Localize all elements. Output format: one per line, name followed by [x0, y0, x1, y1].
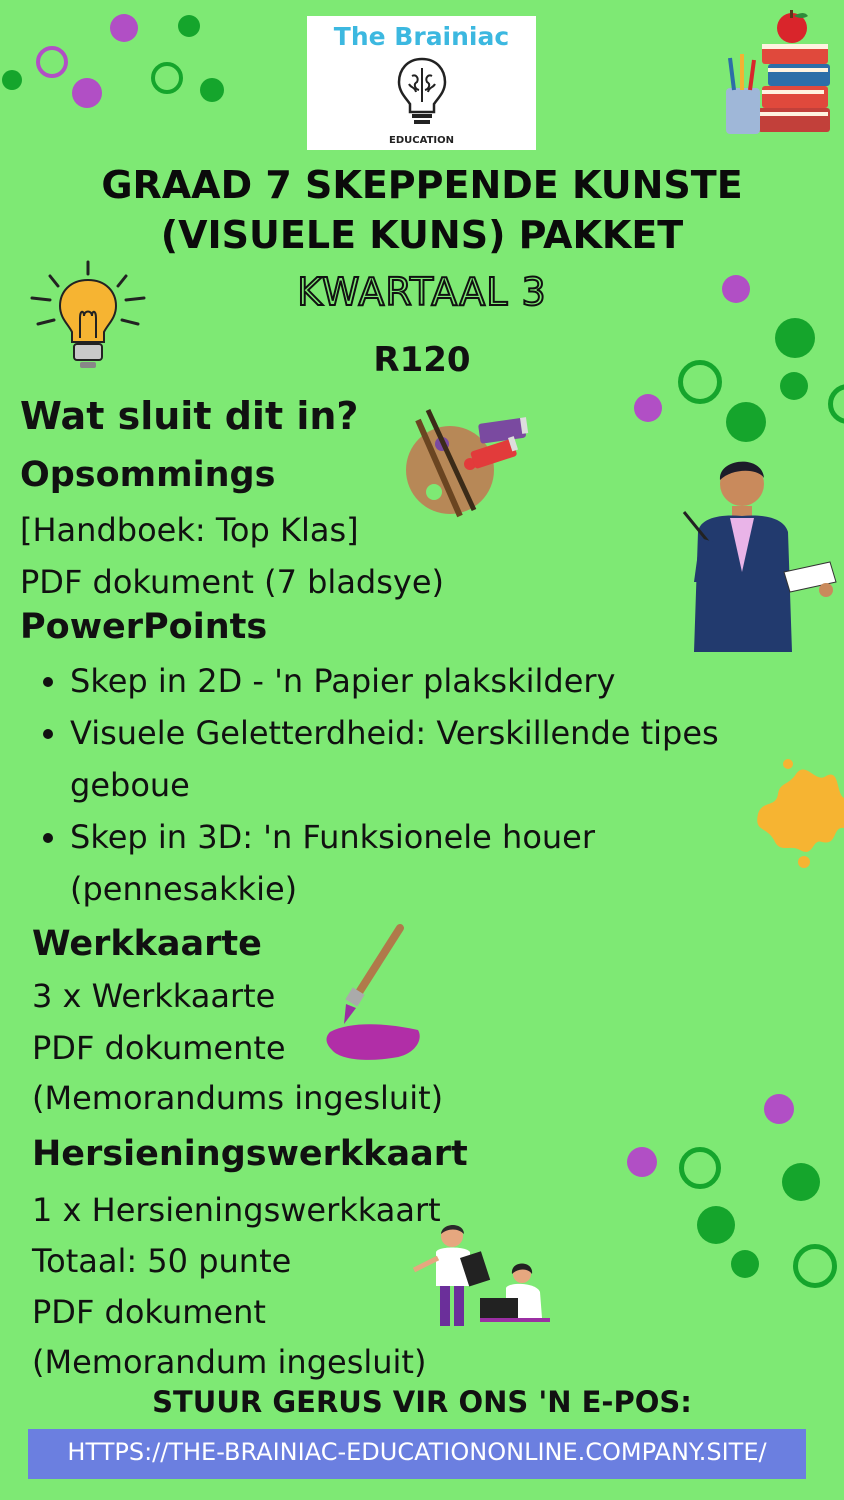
price-label: R120: [373, 340, 471, 380]
decor-dot: [178, 15, 200, 37]
logo-subtitle: EDUCATION: [389, 135, 454, 146]
teacher-illustration: [680, 452, 844, 656]
paint-splat-decoration: [756, 754, 844, 870]
people-illustration: [408, 1222, 554, 1332]
website-link[interactable]: [28, 1429, 806, 1479]
powerpoints-list: [20, 655, 840, 915]
decor-dot: [200, 78, 224, 102]
decor-dot: [697, 1206, 735, 1244]
paintbrush-icon: [322, 920, 432, 1070]
term-label: KWARTAAL 3: [297, 270, 547, 314]
opsommings-line: PDF dokument (7 bladsye): [20, 563, 445, 601]
page-title-line2: (VISUELE KUNS) PAKKET: [160, 213, 684, 257]
decor-dot: [726, 402, 766, 442]
logo-title: The Brainiac: [333, 22, 510, 51]
decor-dot: [110, 14, 138, 42]
includes-heading: Wat sluit dit in?: [20, 394, 359, 438]
list-item: • Skep in 2D - 'n Papier plakskildery: [70, 655, 840, 707]
hersiening-heading: Hersieningswerkkaart: [32, 1134, 468, 1174]
opsommings-line: [Handboek: Top Klas]: [20, 511, 359, 549]
list-item: • Visuele Geletterdheid: Verskillende tipes geboue: [70, 707, 840, 811]
lightbulb-brain-icon: [395, 56, 449, 128]
hersiening-line: (Memorandum ingesluit): [32, 1343, 427, 1381]
brand-logo: [307, 16, 536, 150]
books-illustration: [722, 8, 834, 138]
page-title-line1: GRAAD 7 SKEPPENDE KUNSTE: [101, 163, 743, 207]
email-label: STUUR GERUS VIR ONS 'N E-POS:: [152, 1385, 692, 1419]
decor-dot: [627, 1147, 657, 1177]
decor-ring: [679, 1147, 721, 1189]
opsommings-heading: Opsommings: [20, 455, 276, 495]
decor-dot: [2, 70, 22, 90]
decor-dot: [782, 1163, 820, 1201]
decor-dot: [72, 78, 102, 108]
hersiening-line: Totaal: 50 punte: [32, 1242, 292, 1280]
werkkaarte-line: PDF dokumente: [32, 1029, 286, 1067]
website-url[interactable]: HTTPS://THE-BRAINIAC-EDUCATIONONLINE.COMPANY.SITE/: [67, 1438, 767, 1466]
decor-dot: [764, 1094, 794, 1124]
decor-ring: [36, 46, 68, 78]
list-item: • Skep in 3D: 'n Funksionele houer (pennesakkie): [70, 811, 670, 915]
werkkaarte-line: 3 x Werkkaarte: [32, 977, 276, 1015]
hersiening-line: 1 x Hersieningswerkkaart: [32, 1191, 441, 1229]
decor-ring: [793, 1244, 837, 1288]
decor-dot: [634, 394, 662, 422]
werkkaarte-heading: Werkkaarte: [32, 924, 262, 964]
paint-palette-icon: [400, 400, 530, 522]
werkkaarte-line: (Memorandums ingesluit): [32, 1079, 444, 1117]
decor-ring: [828, 384, 844, 424]
hersiening-line: PDF dokument: [32, 1293, 266, 1331]
powerpoints-heading: PowerPoints: [20, 607, 268, 647]
decor-ring: [151, 62, 183, 94]
decor-dot: [731, 1250, 759, 1278]
